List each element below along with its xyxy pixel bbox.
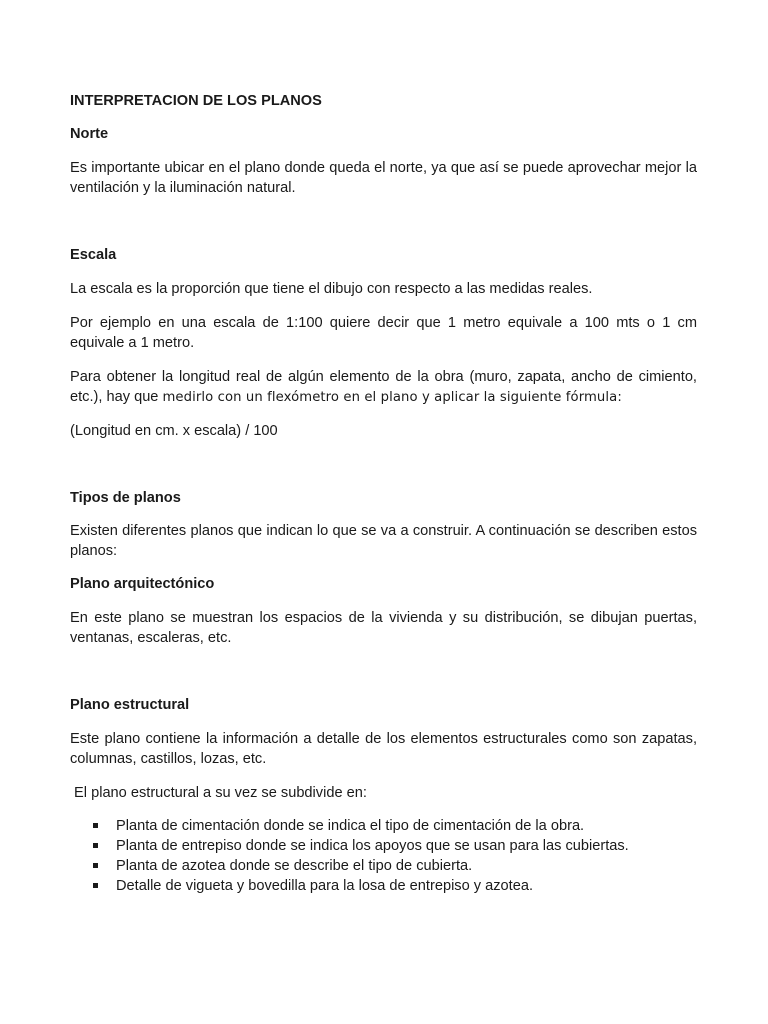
paragraph-plano-arquitectonico: En este plano se muestran los espacios de la vivienda y su distribución, se dibujan puertas, ventanas, escaleras, etc. (70, 610, 697, 646)
plano-estructural-list (70, 816, 697, 896)
list-item-text: Planta de cimentación donde se indica el tipo de cimentación de la obra. (116, 818, 585, 834)
paragraph-escala-definicion: La escala es la proporción que tiene el dibujo con respecto a las medidas reales. (70, 281, 593, 297)
paragraph-norte: Es importante ubicar en el plano donde queda el norte, ya que así se puede aprovechar mejor la ventilación y la iluminación natural. (70, 160, 697, 196)
paragraph-escala-longitud (70, 367, 697, 408)
heading-plano-arquitectonico: Plano arquitectónico (70, 576, 215, 592)
paragraph-escala-longitud-part-1: Para obtener la longitud real de algún elemento de la obra (muro, zapata, ancho de cimiento, etc.), hay que (70, 369, 697, 405)
list-item (70, 836, 697, 856)
list-item (70, 816, 697, 836)
heading-escala: Escala (70, 247, 117, 263)
plano-estructural-intro: El plano estructural a su vez se subdivide en: (70, 785, 367, 801)
paragraph-escala-ejemplo: Por ejemplo en una escala de 1:100 quiere decir que 1 metro equivale a 100 mts o 1 cm equivale a 1 metro. (70, 315, 697, 351)
paragraph-plano-estructural: Este plano contiene la información a detalle de los elementos estructurales como son zapatas, columnas, castillos, lozas, etc. (70, 731, 697, 767)
heading-tipos-de-planos: Tipos de planos (70, 490, 181, 506)
square-bullet-icon (93, 883, 98, 888)
list-item-text: Planta de azotea donde se describe el tipo de cubierta. (116, 858, 473, 874)
list-item (70, 856, 697, 876)
heading-norte: Norte (70, 126, 109, 142)
list-item (70, 876, 697, 896)
heading-plano-estructural: Plano estructural (70, 697, 190, 713)
escala-formula: (Longitud en cm. x escala) / 100 (70, 423, 278, 439)
paragraph-escala-longitud-part-2: medirlo con un flexómetro en el plano y aplicar la siguiente fórmula: (162, 390, 622, 405)
list-item-text: Planta de entrepiso donde se indica los apoyos que se usan para las cubiertas. (116, 838, 629, 854)
square-bullet-icon (93, 843, 98, 848)
square-bullet-icon (93, 863, 98, 868)
paragraph-tipos-de-planos: Existen diferentes planos que indican lo que se va a construir. A continuación se describen estos planos: (70, 523, 697, 559)
document-title: INTERPRETACION DE LOS PLANOS (70, 93, 322, 109)
square-bullet-icon (93, 823, 98, 828)
list-item-text: Detalle de vigueta y bovedilla para la losa de entrepiso y azotea. (116, 878, 533, 894)
